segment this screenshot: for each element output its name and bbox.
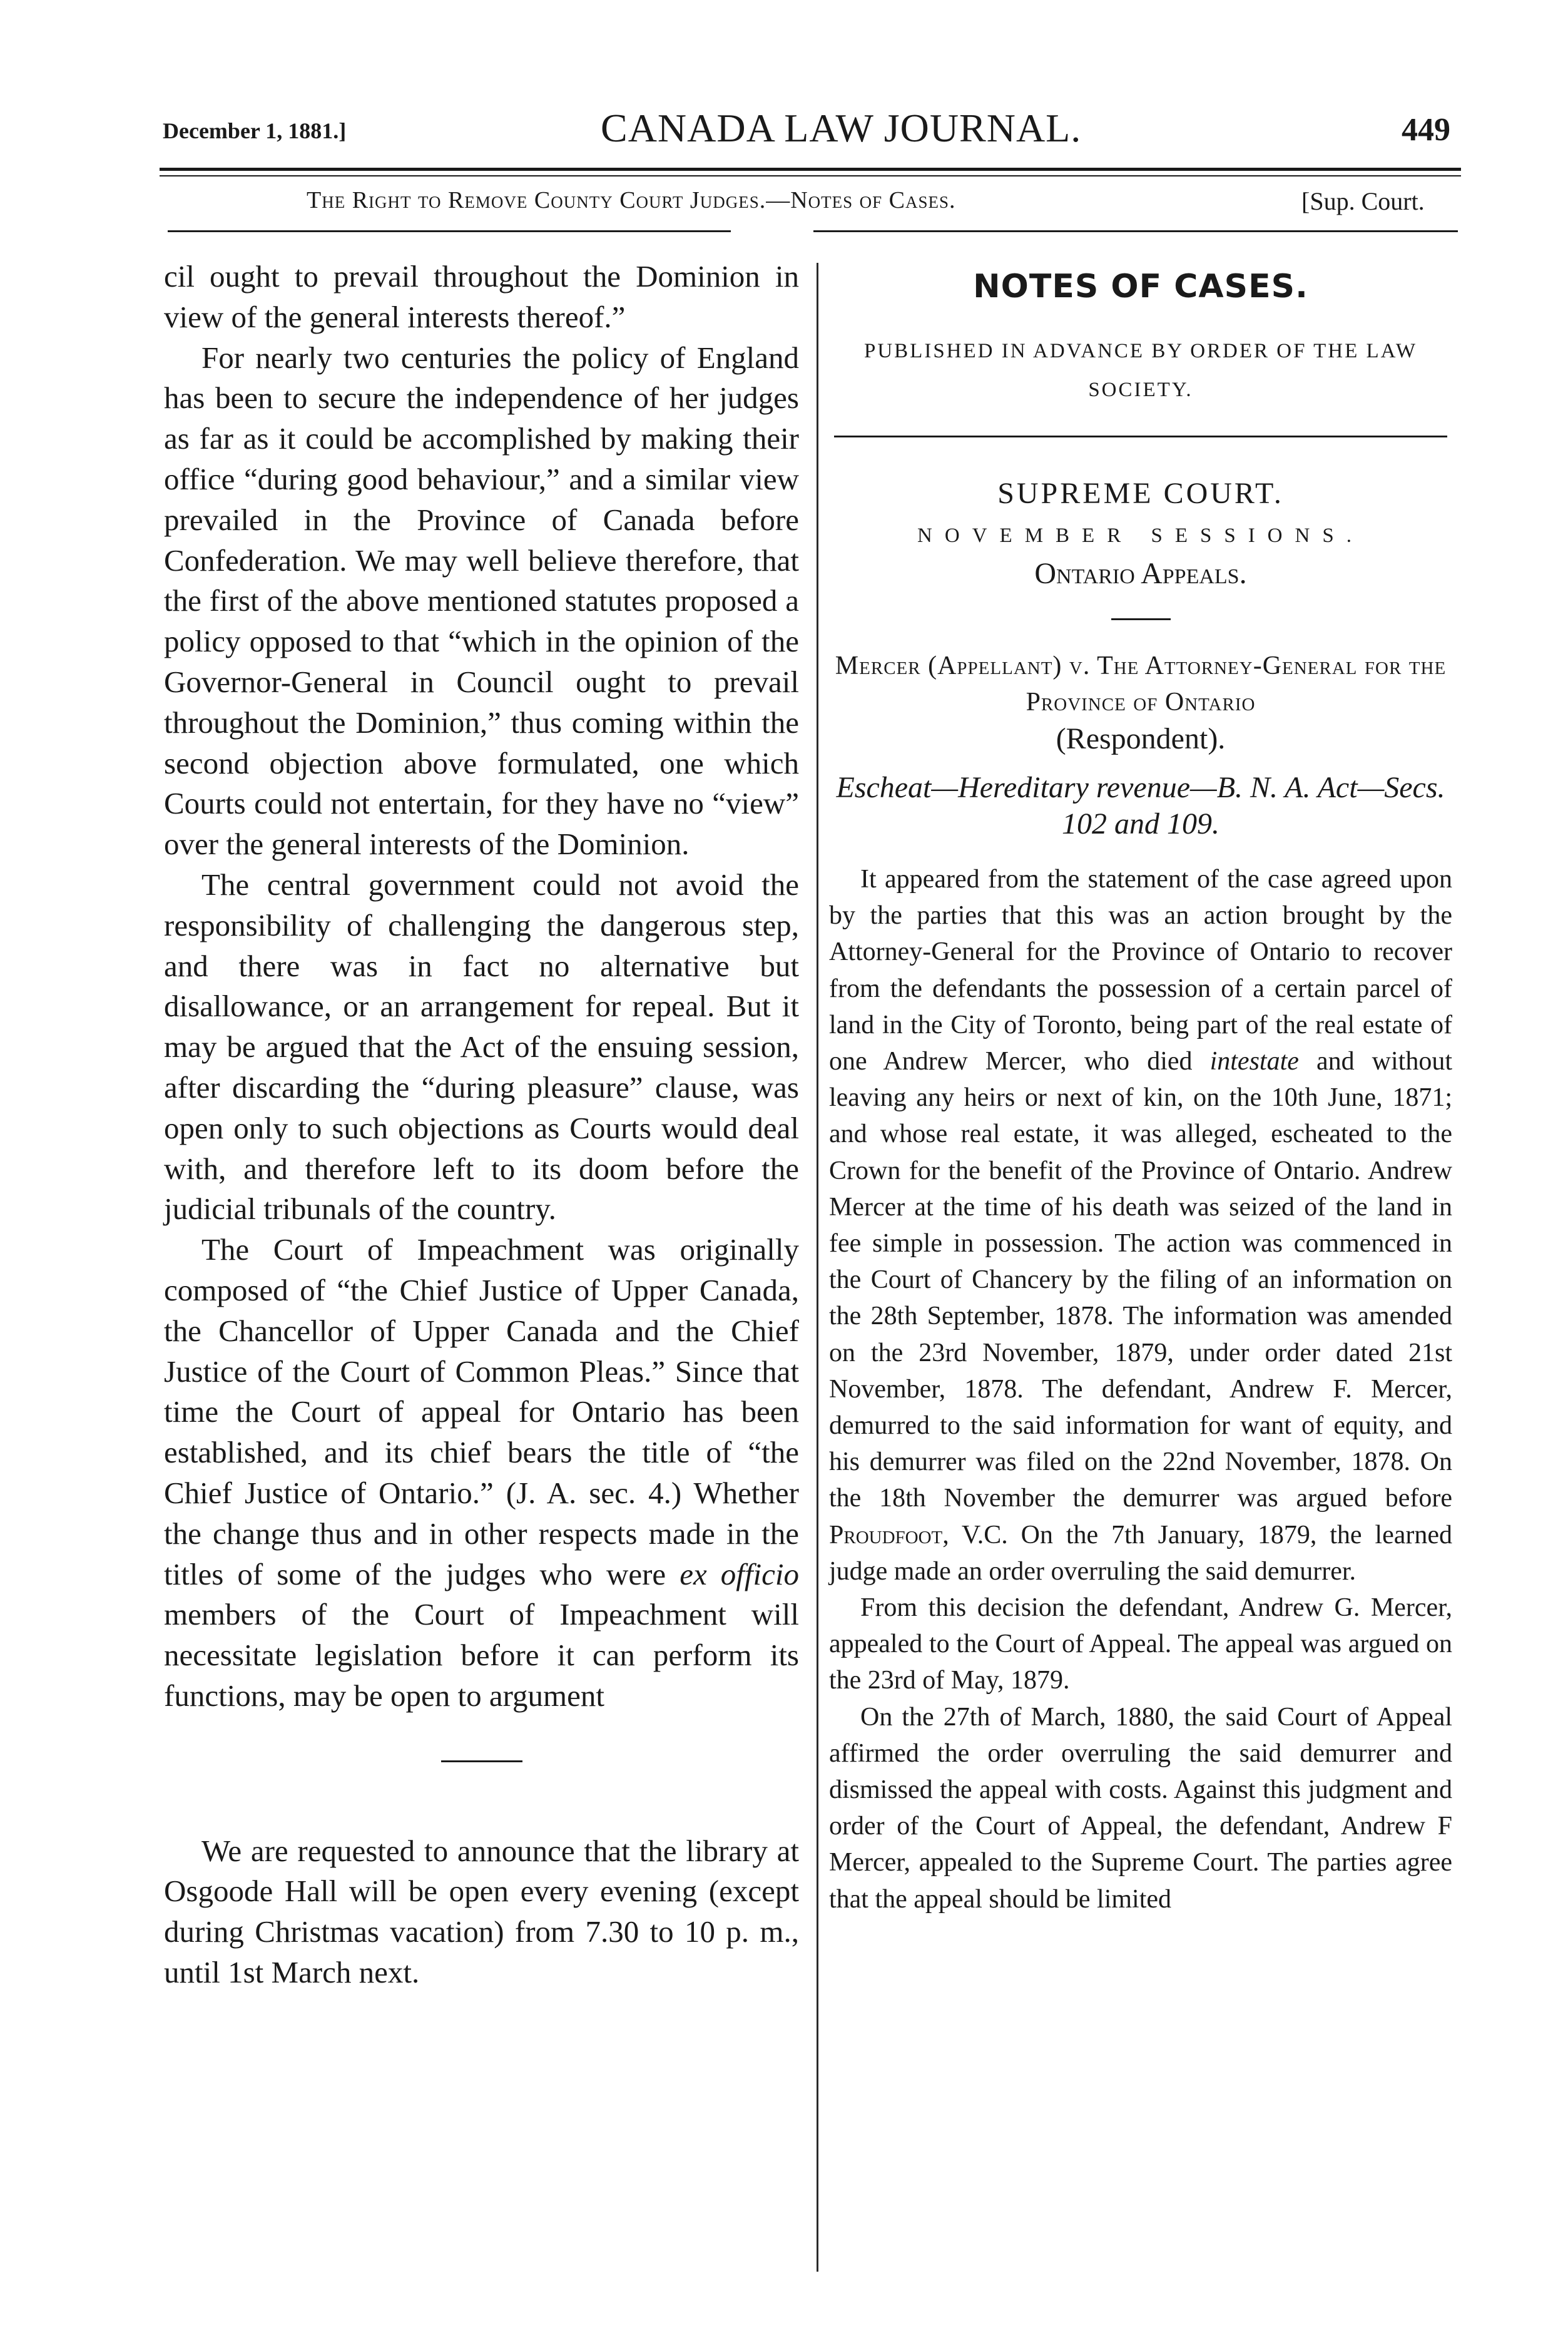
italic-phrase: ex officio [680, 1556, 799, 1591]
case-respondent: (Respondent). [1056, 722, 1226, 755]
paragraph-text: The Court of Impeachment was originally composed of “the Chief Justice of Upper Canada, the Chancellor of Upper Canada and the Chief Justice of the Court of Common Pleas.” Since that time the Court of appeal for Ontario has been established, and its chief bears the title of “the Chief Justice of Ontario.” (J. A. sec. 4.) Whether the change thus and in other respects made in the titles of some of the judges who were [164, 1232, 799, 1591]
header-rule-thick [160, 168, 1461, 171]
section-subhead: The Right to Remove County Court Judges.—Notes of Cases. [307, 187, 956, 213]
notes-heading: NOTES OF CASES. [973, 268, 1308, 305]
header-rule-thin [160, 175, 1461, 176]
paragraph: The central government could not avoid the responsibility of challenging the dangerous step, and there was in fact no alternative but disallowance, or an arrangement for repeal. But it may be argued that the Act of the ensuing session, after discarding the “during pleasure” clause, was open only to such objections as Courts would deal with, and therefore left to its doom before the judicial tribunals of the country. [164, 867, 799, 1227]
paragraph [829, 861, 1452, 1590]
paragraph-text: members of the Court of Impeachment will necessitate legislation before it can perform its functions, may be open to argument [164, 1597, 799, 1713]
running-head-date: December 1, 1881.] [163, 118, 347, 143]
short-separator [1111, 618, 1171, 620]
paragraph: cil ought to prevail throughout the Dominion in view of the general interests thereof.” [164, 259, 799, 334]
published-notice: PUBLISHED IN ADVANCE BY ORDER OF THE LAW SOCIETY. [863, 340, 1418, 401]
subhead-rule-left [168, 230, 731, 232]
sessions-heading: NOVEMBER SESSIONS. [917, 524, 1364, 547]
case-body [822, 861, 1460, 1917]
appeals-heading: Ontario Appeals. [1034, 557, 1247, 590]
left-column [164, 257, 799, 1993]
paragraph: For nearly two centuries the policy of England has been to secure the independence of her judges as far as it could be accomplished by making their office “during good behaviour,” and a similar view prevailed in the Province of Canada before Confederation. We may well believe therefore, that the first of the above mentioned statutes proposed a policy opposed to that “which in the opinion of the Governor-General in Council ought to prevail throughout the Dominion,” thus coming within the second objection above formulated, one which Courts could not entertain, for they have no “view” over the general interests of the Dominion. [164, 340, 799, 862]
section-rule [834, 436, 1447, 437]
announcement-paragraph: We are requested to announce that the library at Osgoode Hall will be open every evening (except during Christmas vacation) from 7.30 to 10 p. m., until 1st March next. [164, 1833, 799, 1990]
court-heading: SUPREME COURT. [997, 477, 1284, 510]
journal-title: CANADA LAW JOURNAL. [601, 106, 1082, 150]
right-column [822, 257, 1460, 1917]
paragraph: On the 27th of March, 1880, the said Court of Appeal affirmed the order overruling the said demurrer and dismissed the appeal with costs. Against this judgment and order of the Court of Appeal, the defendant, Andrew F Mercer, appealed to the Supreme Court. The parties agree that the appeal should be limited [829, 1702, 1452, 1914]
italic-word: intestate [1209, 1047, 1299, 1076]
paragraph [164, 1230, 799, 1717]
case-topic: Escheat—Hereditary revenue—B. N. A. Act—Secs. 102 and 109. [836, 771, 1445, 840]
paragraph-text: , V.C. On the 7th January, 1879, the learned judge made an order overruling the said demurrer. [829, 1520, 1452, 1586]
section-subhead-right: [Sup. Court. [1301, 187, 1425, 215]
section-separator [441, 1760, 522, 1762]
column-divider [817, 263, 818, 2272]
subhead-rule-right [813, 230, 1458, 232]
paragraph: From this decision the defendant, Andrew G. Mercer, appealed to the Court of Appeal. The appeal was argued on the 23rd of May, 1879. [829, 1593, 1452, 1695]
page-number: 449 [1402, 112, 1450, 148]
paragraph-text: and without leaving any heirs or next of kin, on the 10th June, 1871; and whose real estate, it was alleged, escheated to the Crown for the benefit of the Province of Ontario. Andrew Mercer at the time of his death was seized of the land in fee simple in possession. The action was commenced in the Court of Chancery by the filing of an information on the 28th September, 1878. The information was amended on the 23rd November, 1879, under order dated 21st November, 1878. The defendant, Andrew F. Mercer, demurred to the said information for want of equity, and his demurrer was filed on the 22nd November, 1878. On the 18th November the demurrer was argued before [829, 1047, 1452, 1513]
paragraph-text: It appeared from the statement of the case agreed upon by the parties that this was an action brought by the Attorney-General for the Province of Ontario to recover from the defendants the possession of a certain parcel of land in the City of Toronto, being part of the real estate of one Andrew Mercer, who died [829, 865, 1452, 1076]
judge-name: Proudfoot [829, 1520, 943, 1549]
case-title: Mercer (Appellant) v. The Attorney-General for the Province of Ontario [835, 651, 1447, 717]
